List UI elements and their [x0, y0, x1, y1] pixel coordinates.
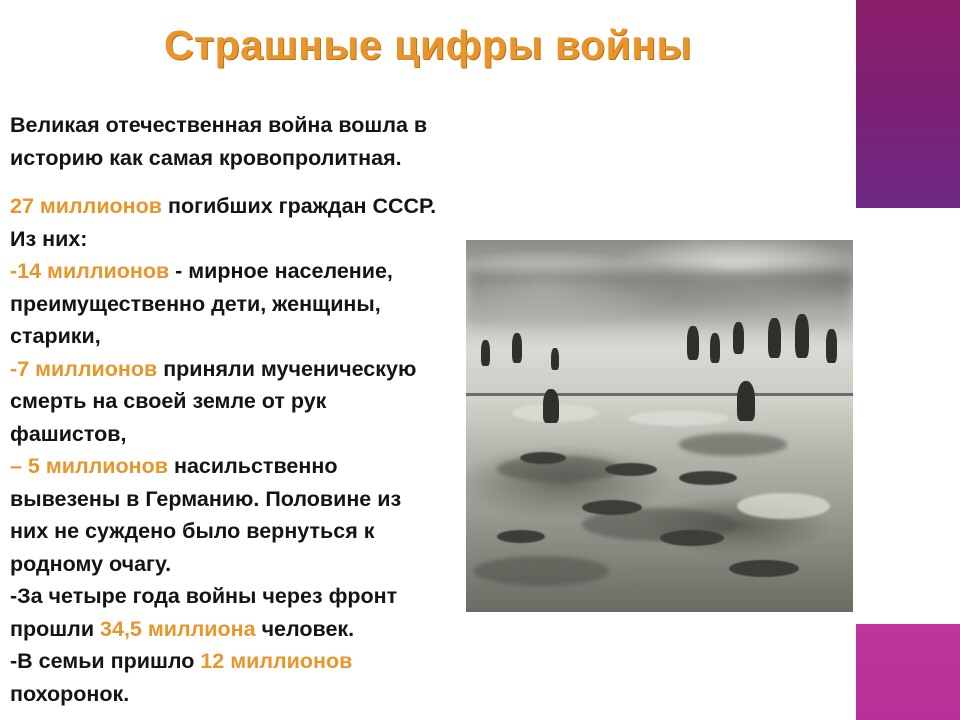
item4-text-pre: прошли [10, 616, 101, 641]
item1-line-3: старики, [10, 324, 101, 349]
photo-figure [710, 333, 720, 363]
item2-line-3: фашистов, [10, 421, 127, 446]
photo-puddle [679, 433, 787, 455]
item5-text-pre: -В семьи пришло [10, 649, 201, 674]
wartime-battlefield-photo [466, 240, 853, 612]
item4-text-post: человек. [255, 616, 355, 641]
photo-figure [826, 329, 837, 363]
photo-figure [795, 314, 809, 358]
photo-body [520, 452, 566, 464]
slide-body-text [10, 110, 480, 711]
photo-body [660, 530, 724, 546]
item1-line-1 [10, 256, 480, 287]
photo-figure [687, 326, 699, 360]
slide-title: Страшные цифры войны [163, 22, 693, 68]
photo-horizon [466, 393, 853, 396]
item2-line-2: смерть на своей земле от рук [10, 389, 327, 414]
item3-line-1 [10, 451, 480, 482]
item3-text-1: насильственно [168, 454, 338, 479]
photo-highlight [737, 493, 830, 519]
item3-line-2: вывезены в Германию. Половине из [10, 486, 402, 511]
decor-block-mid-right [856, 208, 960, 624]
photo-figure [768, 318, 781, 358]
item3-line-3: них не суждено было вернуться к [10, 519, 375, 544]
item3-line-4: родному очагу. [10, 551, 172, 576]
item5-number: 12 миллионов [200, 649, 353, 674]
photo-figure [733, 322, 744, 354]
intro-line-2: историю как самая кровопролитная. [10, 145, 402, 170]
item1-number: -14 миллионов [10, 259, 170, 284]
item1-line-2: преимущественно дети, женщины, [10, 291, 381, 316]
item2-line-1 [10, 354, 480, 385]
item1-text-1: - мирное население, [169, 259, 393, 284]
photo-clouds [466, 270, 853, 330]
item5-line-2: похоронок. [10, 681, 130, 706]
decor-block-bottom-right [856, 624, 960, 720]
intro-line-1: Великая отечественная война вошла в [10, 113, 428, 137]
photo-figure-bending [737, 381, 755, 421]
photo-body [729, 560, 799, 577]
item5-line-1 [10, 646, 480, 677]
photo-figure [551, 348, 559, 370]
item2-text-1: приняли мученическую [157, 356, 417, 381]
of-them-label: Из них: [10, 226, 88, 251]
stat-total-rest: погибших граждан СССР. [162, 194, 437, 219]
photo-body [679, 471, 737, 485]
item4-number: 34,5 миллиона [100, 616, 256, 641]
stat-total-number: 27 миллионов [10, 194, 163, 219]
item2-number: -7 миллионов [10, 356, 158, 381]
item4-line-1: -За четыре года войны через фронт [10, 584, 398, 609]
photo-puddle [474, 556, 609, 586]
photo-figure [512, 333, 522, 363]
item4-line-2 [10, 614, 480, 645]
photo-figure [481, 340, 490, 366]
stat-total-line [10, 191, 480, 222]
paragraph-gap [10, 175, 480, 191]
item3-number: – 5 миллионов [10, 454, 168, 479]
decor-block-top-right [856, 0, 960, 208]
photo-figure-bending [543, 389, 559, 423]
photo-highlight [629, 411, 730, 426]
